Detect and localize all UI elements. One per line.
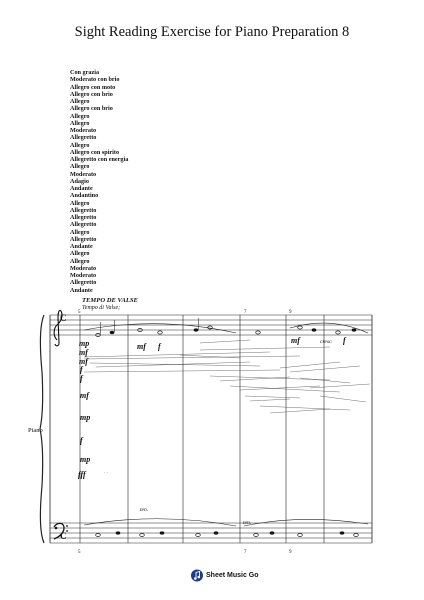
tempo-subheading: Tempo di Valse;	[82, 305, 121, 311]
footer-logo	[191, 569, 259, 582]
decorative-dots: · ·	[104, 471, 109, 476]
treble-notes	[96, 318, 357, 337]
tempo-marking: Allegretto	[70, 214, 97, 221]
tempo-marking: Moderato	[70, 272, 97, 279]
tempo-marking: Moderato	[70, 264, 97, 272]
dynamic-marking: f	[343, 336, 346, 345]
bass-slurs	[84, 519, 368, 526]
dynamic-marking: mp	[79, 339, 90, 348]
tempo-marking: Allegro	[70, 228, 90, 236]
tempo-marking: Allegro	[70, 119, 90, 127]
tempo-marking: Adagio	[70, 177, 89, 185]
tempo-marking: Andante	[70, 286, 93, 294]
tempo-marking: Con grazia	[70, 69, 100, 76]
dynamic-marking: mf	[79, 348, 88, 357]
tempo-marking: Allegro con spirito	[70, 148, 120, 156]
measure-number: 5	[78, 550, 81, 555]
grand-staff-brace	[40, 315, 44, 543]
tempo-marking: Allegro	[70, 199, 90, 207]
tempo-marking: Allegro con moto	[70, 83, 116, 91]
page-title: Sight Reading Exercise for Piano Preparation 8	[74, 24, 350, 40]
tempo-marking: Allegro	[70, 112, 90, 120]
tempo-marking: Moderato	[70, 170, 97, 178]
dynamic-marking: f	[80, 365, 83, 374]
tempo-heading: TEMPO DE VALSE	[82, 297, 138, 304]
cresc-marking: cresc.	[320, 339, 333, 345]
tempo-marking: Moderato	[70, 127, 97, 134]
instrument-label: Piano	[28, 427, 43, 434]
tempo-marking: Allegretto	[70, 235, 97, 243]
bass-notes	[96, 531, 359, 536]
measure-number: 7	[244, 550, 247, 555]
treble-time-signature: C	[60, 313, 67, 323]
bass-time-signature: C	[60, 531, 67, 541]
dynamic-marking: f	[80, 374, 83, 383]
tenuto-marking: ten.	[140, 507, 149, 513]
dynamic-marking: mf	[79, 357, 88, 366]
measure-number: 9	[289, 550, 292, 555]
tempo-marking: Allegro con brio	[70, 105, 113, 113]
tenuto-marking: ten.	[243, 520, 252, 526]
logo-text: Sheet Music Go	[206, 572, 259, 579]
tempo-marking: Allegretto	[70, 221, 97, 229]
dynamic-marking: f	[158, 342, 161, 351]
overlapping-hairpins	[84, 340, 370, 413]
tempo-marking: Allegretto	[70, 134, 97, 142]
tempo-marking: Allegretto	[70, 279, 97, 287]
dynamic-marking: mf	[291, 336, 300, 345]
measure-number: 9	[289, 310, 292, 315]
tempo-marking: Allegretto	[70, 206, 97, 214]
tempo-marking: Allegro	[70, 98, 90, 105]
tempo-marking: Andante	[70, 243, 93, 250]
measure-number: 7	[244, 310, 247, 315]
tempo-marking: Allegro	[70, 257, 90, 265]
dynamic-marking: mp	[80, 413, 91, 422]
tempo-marking: Allegro	[70, 250, 90, 258]
dynamic-marking: mf	[80, 391, 89, 400]
tempo-marking: Allegro	[70, 141, 90, 149]
tempo-marking: Allegretto con energia	[70, 156, 129, 163]
dynamic-marking: mp	[80, 455, 91, 464]
music-note-icon	[191, 569, 203, 582]
dynamic-marking: mf	[137, 342, 146, 351]
dynamic-marking: f	[80, 436, 83, 445]
barlines	[80, 315, 372, 543]
tempo-marking: Moderato con brio	[70, 76, 120, 84]
tempo-marking: Andante	[70, 185, 93, 192]
dynamic-marking: fff	[78, 470, 86, 479]
tempo-marking: Andantino	[70, 192, 99, 200]
treble-slurs	[84, 323, 368, 333]
tempo-marking: Allegro con brio	[70, 90, 113, 98]
tempo-marking: Allegro	[70, 163, 90, 171]
measure-number: 5	[78, 310, 81, 315]
